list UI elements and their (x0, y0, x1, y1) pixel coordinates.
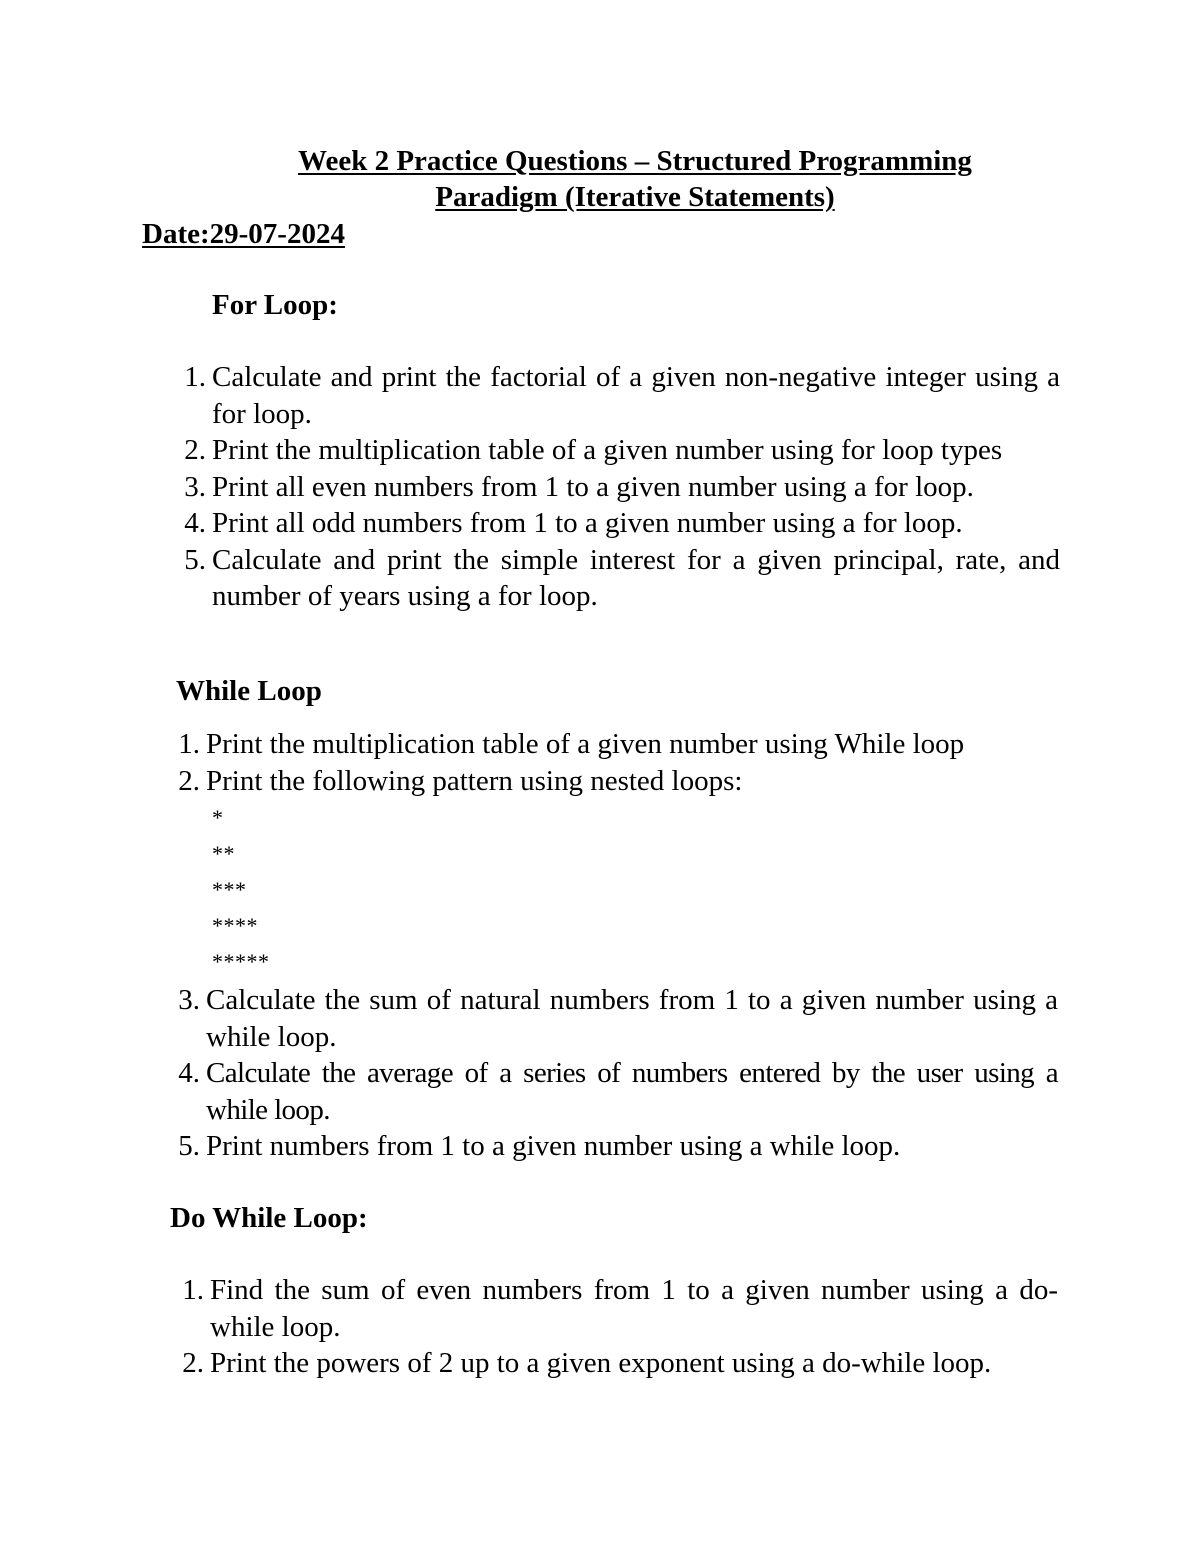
pattern-row: * (212, 805, 224, 830)
item-text: Print numbers from 1 to a given number using a while loop. (206, 1130, 901, 1162)
for-loop-heading: For Loop: (212, 289, 338, 321)
item-number: 2. (184, 434, 206, 466)
list-item (184, 505, 1060, 542)
title-text-2: Paradigm (Iterative Statements) (435, 181, 835, 213)
title-text-1: Week 2 Practice Questions – Structured Programming (298, 145, 972, 177)
item-number: 2. (178, 764, 200, 797)
item-text: Print all even numbers from 1 to a given number using a for loop. (212, 470, 974, 503)
do-while-loop-heading: Do While Loop: (170, 1202, 368, 1234)
list-item (184, 359, 1060, 432)
while-loop-list-a (178, 726, 1058, 799)
list-item (178, 1055, 1058, 1128)
item-text: Print the following pattern using nested loops: (206, 764, 743, 797)
item-text: Print the powers of 2 up to a given exponent using a do-while loop. (210, 1347, 992, 1379)
list-item (184, 469, 1060, 506)
list-item (182, 1345, 1058, 1382)
item-text: Print the multiplication table of a given number using While loop (206, 728, 965, 760)
item-text: Calculate and print the factorial of a given non-negative integer using a for loop. (212, 361, 1060, 430)
date-label: Date:29-07-2024 (142, 218, 345, 250)
list-item (184, 432, 1060, 469)
pattern-row: **** (212, 913, 258, 938)
item-number: 5. (184, 543, 206, 576)
item-text: Find the sum of even numbers from 1 to a given number using a do-while loop. (210, 1274, 1058, 1343)
list-item (178, 1128, 1058, 1165)
pattern-row: ** (212, 841, 235, 866)
list-item (182, 1272, 1058, 1345)
list-item (184, 542, 1060, 615)
item-number: 4. (184, 507, 206, 539)
item-number: 4. (178, 1057, 200, 1089)
list-item (178, 763, 1058, 800)
item-text: Calculate the average of a series of numbers entered by the user using a while loop. (206, 1057, 1058, 1126)
item-number: 1. (184, 361, 206, 393)
item-number: 2. (182, 1347, 204, 1379)
star-pattern (212, 800, 270, 980)
item-text: Print the multiplication table of a given number using for loop types (212, 434, 1003, 466)
item-number: 3. (178, 984, 200, 1016)
item-number: 1. (178, 728, 200, 760)
item-text: Print all odd numbers from 1 to a given number using a for loop. (212, 507, 963, 539)
for-loop-list (184, 359, 1060, 615)
item-text: Calculate and print the simple interest for a given principal, rate, and number of years using a for loop. (212, 543, 1060, 612)
while-loop-list-b (178, 982, 1058, 1165)
do-while-loop-list (182, 1272, 1058, 1382)
list-item (178, 982, 1058, 1055)
item-number: 1. (182, 1274, 204, 1306)
title-line-2 (0, 179, 1200, 215)
while-loop-heading: While Loop (176, 675, 322, 707)
item-number: 5. (178, 1130, 200, 1162)
item-text: Calculate the sum of natural numbers from 1 to a given number using a while loop. (206, 984, 1058, 1053)
pattern-row: *** (212, 877, 247, 902)
title-line-1 (0, 143, 1200, 179)
pattern-row: ***** (212, 949, 270, 974)
item-number: 3. (184, 470, 206, 503)
list-item (178, 726, 1058, 763)
